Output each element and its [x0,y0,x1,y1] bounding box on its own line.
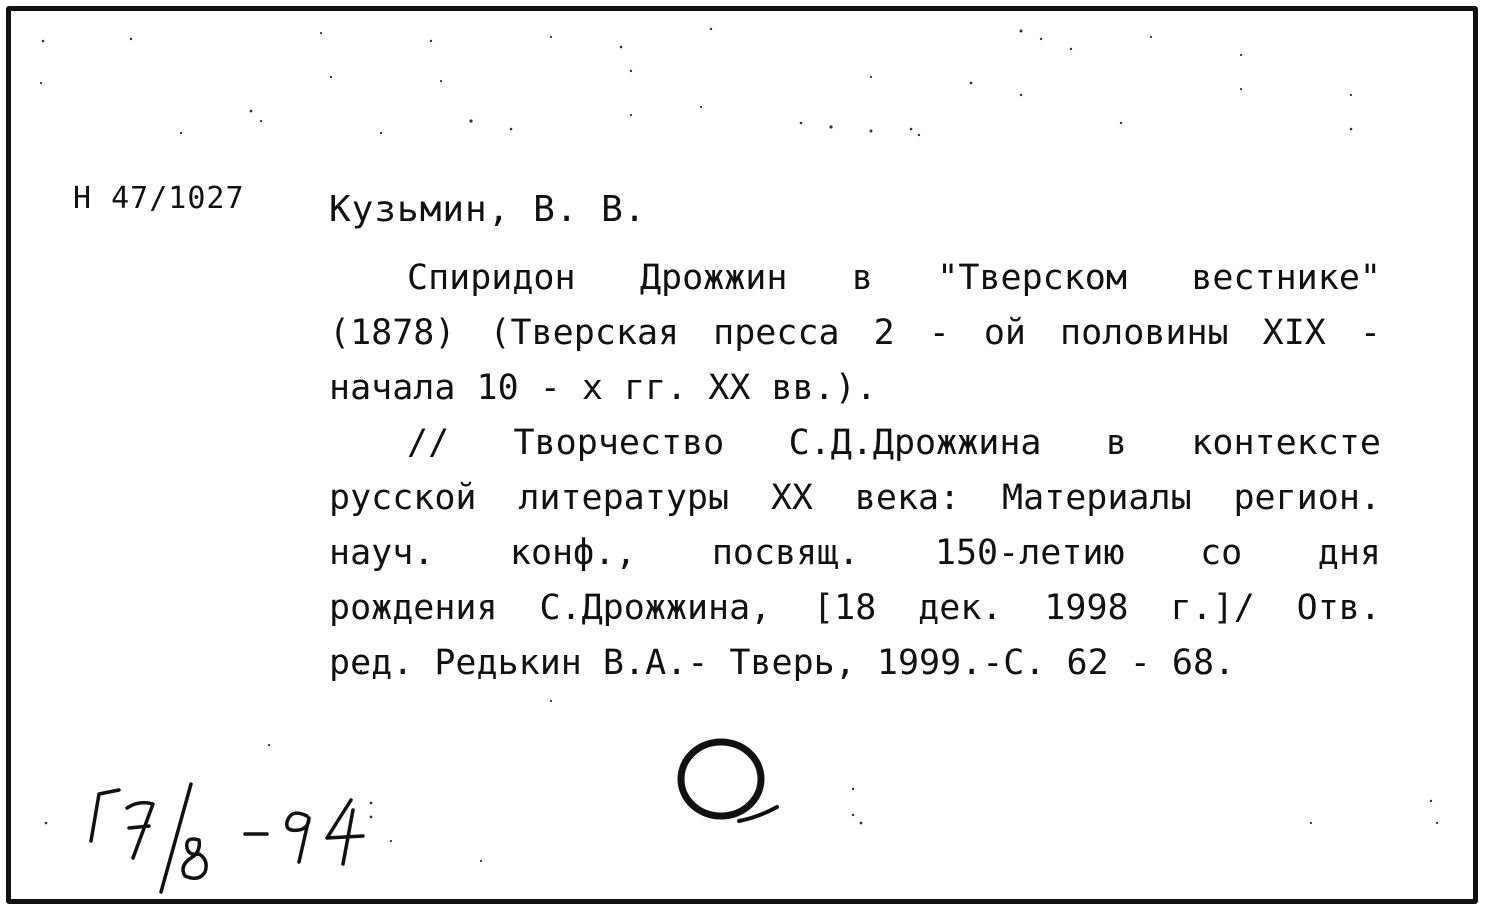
handwritten-circle-mark [669,729,789,839]
description-line-1: Спиридон Дрожжин в "Тверском вестнике" [407,258,1381,298]
description-line-3: начала 10 - х гг. XX вв.). [329,368,877,408]
description-line-4: // Творчество С.Д.Дрожжина в контексте [407,423,1381,463]
description-line-5: русской литературы XX века: Материалы регион. [329,478,1381,518]
description-line-2: (1878) (Тверская пресса 2 - ой половины XIX - [329,313,1381,353]
shelfmark-code: Н 47/1027 [73,181,245,216]
catalog-card [6,6,1478,904]
author-heading: Кузьмин, В. В. [329,189,647,230]
description-line-6: науч. конф., посвящ. 150-летию со дня [329,533,1381,573]
bibliographic-description [329,251,1381,691]
handwritten-inventory-note [81,766,381,896]
description-line-8: ред. Редькин В.А.- Тверь, 1999.-С. 62 - 68. [329,643,1236,683]
description-line-7: рождения С.Дрожжина, [18 дек. 1998 г.]/ Отв. [329,588,1381,628]
